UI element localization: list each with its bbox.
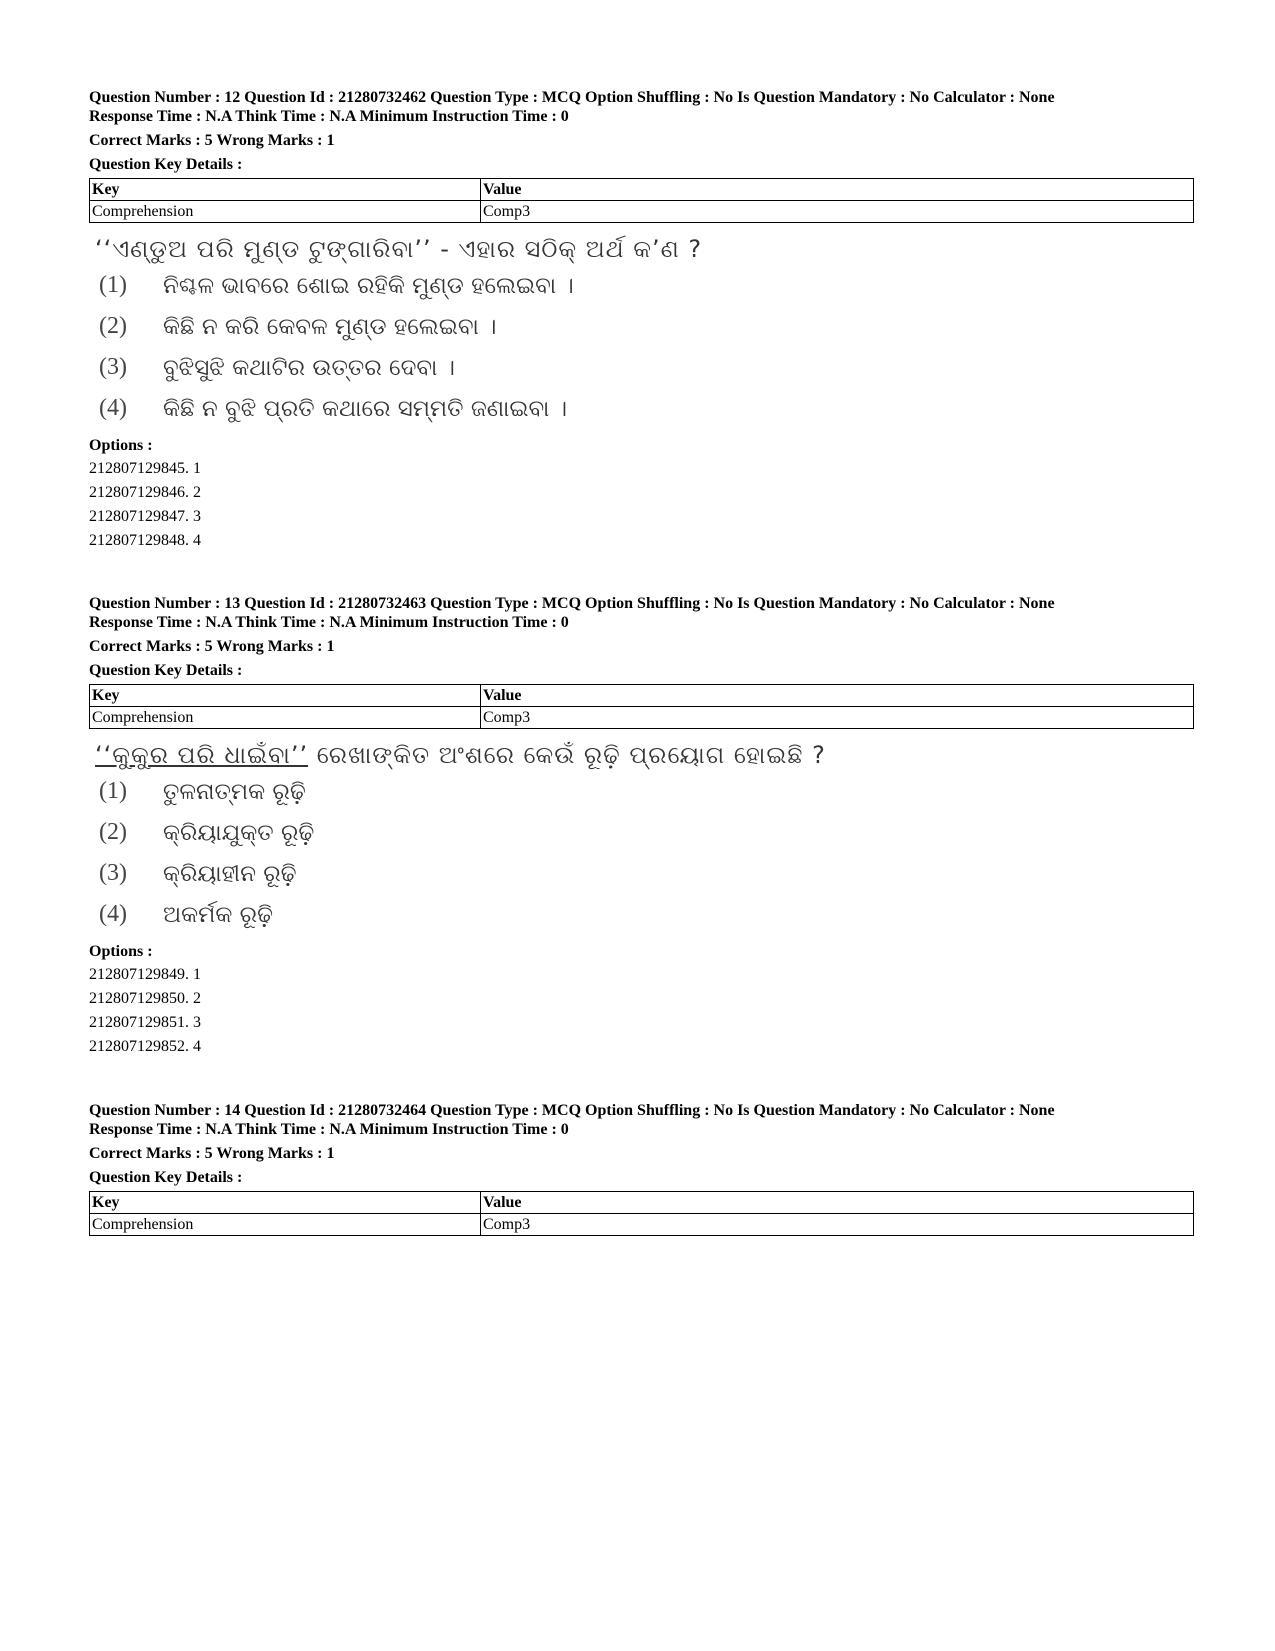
- table-header-row: [90, 179, 1194, 201]
- table-header-key: Key: [90, 1192, 481, 1214]
- question-timing: Response Time : N.A Think Time : N.A Minimum Instruction Time : 0: [89, 614, 569, 631]
- choice-item: [89, 388, 1194, 429]
- question-block-13: [89, 594, 1194, 1059]
- table-header-value: Value: [481, 1192, 1194, 1214]
- question-header: Question Number : 12 Question Id : 21280732462 Question Type : MCQ Option Shuffling : No Is Question Mandatory : No Calculator : None: [89, 89, 1055, 106]
- choice-text: ବୁଝିସୁଝି କଥାଟିର ଉତ୍ତର ଦେବା ।: [163, 354, 455, 381]
- key-details-table: [89, 684, 1194, 729]
- stem-text: ରେଖାଙ୍କିତ ଅଂଶରେ କେଉଁ ରୂଢ଼ି ପ୍ରୟୋଗ ହୋଇଛି ?: [308, 741, 826, 769]
- question-timing: Response Time : N.A Think Time : N.A Minimum Instruction Time : 0: [89, 108, 569, 125]
- choice-number: (4): [99, 395, 127, 421]
- choice-number: (2): [99, 313, 127, 339]
- table-header-value: Value: [481, 179, 1194, 201]
- table-cell-value: Comp3: [481, 1214, 1194, 1236]
- table-cell-value: Comp3: [481, 707, 1194, 729]
- question-header: Question Number : 13 Question Id : 21280732463 Question Type : MCQ Option Shuffling : No Is Question Mandatory : No Calculator : None: [89, 595, 1055, 612]
- choice-item: [89, 265, 1194, 306]
- option-id: 212807129852. 4: [89, 1038, 201, 1055]
- option-id: 212807129848. 4: [89, 532, 201, 549]
- choice-item: [89, 347, 1194, 388]
- option-id: 212807129846. 2: [89, 484, 201, 501]
- options-label: Options :: [89, 943, 153, 960]
- choice-number: (1): [99, 778, 127, 804]
- choice-text: କିଛି ନ ବୁଝି ପ୍ରତି କଥାରେ ସମ୍ମତି ଜଣାଇବା ।: [163, 395, 568, 422]
- question-timing: Response Time : N.A Think Time : N.A Minimum Instruction Time : 0: [89, 1121, 569, 1138]
- choice-number: (3): [99, 354, 127, 380]
- choice-text: ନିଶ୍ଚଳ ଭାବରେ ଶୋଇ ରହିକି ମୁଣ୍ଡ ହଲେଇବା ।: [163, 272, 574, 299]
- question-header: Question Number : 14 Question Id : 21280732464 Question Type : MCQ Option Shuffling : No Is Question Mandatory : No Calculator : None: [89, 1102, 1055, 1119]
- table-header-key: Key: [90, 685, 481, 707]
- table-header-key: Key: [90, 179, 481, 201]
- table-row: [90, 707, 1194, 729]
- choice-item: [89, 853, 1194, 894]
- choice-text: ତୁଳନାତ୍ମକ ରୂଢ଼ି: [163, 778, 306, 805]
- option-id: 212807129847. 3: [89, 508, 201, 525]
- table-cell-key: Comprehension: [90, 201, 481, 223]
- choice-item: [89, 771, 1194, 812]
- question-marks: Correct Marks : 5 Wrong Marks : 1: [89, 638, 335, 655]
- choice-text: କ୍ରିୟାହୀନ ରୂଢ଼ି: [163, 860, 297, 887]
- option-id: 212807129849. 1: [89, 966, 201, 983]
- table-row: [90, 1214, 1194, 1236]
- table-header-value: Value: [481, 685, 1194, 707]
- underlined-phrase: ‘‘କୁକୁର ପରି ଧାଇଁବା’’: [95, 741, 309, 769]
- choice-item: [89, 812, 1194, 853]
- question-block-12: [89, 88, 1194, 553]
- choice-number: (1): [99, 272, 127, 298]
- question-marks: Correct Marks : 5 Wrong Marks : 1: [89, 1145, 335, 1162]
- key-details-label: Question Key Details :: [89, 1169, 243, 1186]
- table-cell-key: Comprehension: [90, 1214, 481, 1236]
- table-cell-value: Comp3: [481, 201, 1194, 223]
- choice-item: [89, 306, 1194, 347]
- question-block-14: [89, 1101, 1194, 1236]
- table-header-row: [90, 1192, 1194, 1214]
- choice-number: (3): [99, 860, 127, 886]
- key-details-table: [89, 1191, 1194, 1236]
- options-label: Options :: [89, 437, 153, 454]
- choice-text: ଅକର୍ମକ ରୂଢ଼ି: [163, 901, 274, 928]
- choice-text: କିଛି ନ କରି କେବଳ ମୁଣ୍ଡ ହଲେଇବା ।: [163, 313, 497, 340]
- table-row: [90, 201, 1194, 223]
- option-id: 212807129850. 2: [89, 990, 201, 1007]
- choice-number: (4): [99, 901, 127, 927]
- question-stem: [95, 739, 1194, 771]
- question-marks: Correct Marks : 5 Wrong Marks : 1: [89, 132, 335, 149]
- table-header-row: [90, 685, 1194, 707]
- key-details-table: [89, 178, 1194, 223]
- table-cell-key: Comprehension: [90, 707, 481, 729]
- question-stem: ‘‘ଏଣ୍ଡୁଅ ପରି ମୁଣ୍ଡ ଟୁଙ୍ଗାରିବା’’ - ଏହାର ସଠିକ୍ ଅର୍ଥ କ’ଣ ?: [95, 235, 703, 263]
- key-details-label: Question Key Details :: [89, 156, 243, 173]
- option-id: 212807129851. 3: [89, 1014, 201, 1031]
- key-details-label: Question Key Details :: [89, 662, 243, 679]
- choice-item: [89, 894, 1194, 935]
- option-id: 212807129845. 1: [89, 460, 201, 477]
- choice-number: (2): [99, 819, 127, 845]
- choice-text: କ୍ରିୟାଯୁକ୍ତ ରୂଢ଼ି: [163, 819, 315, 846]
